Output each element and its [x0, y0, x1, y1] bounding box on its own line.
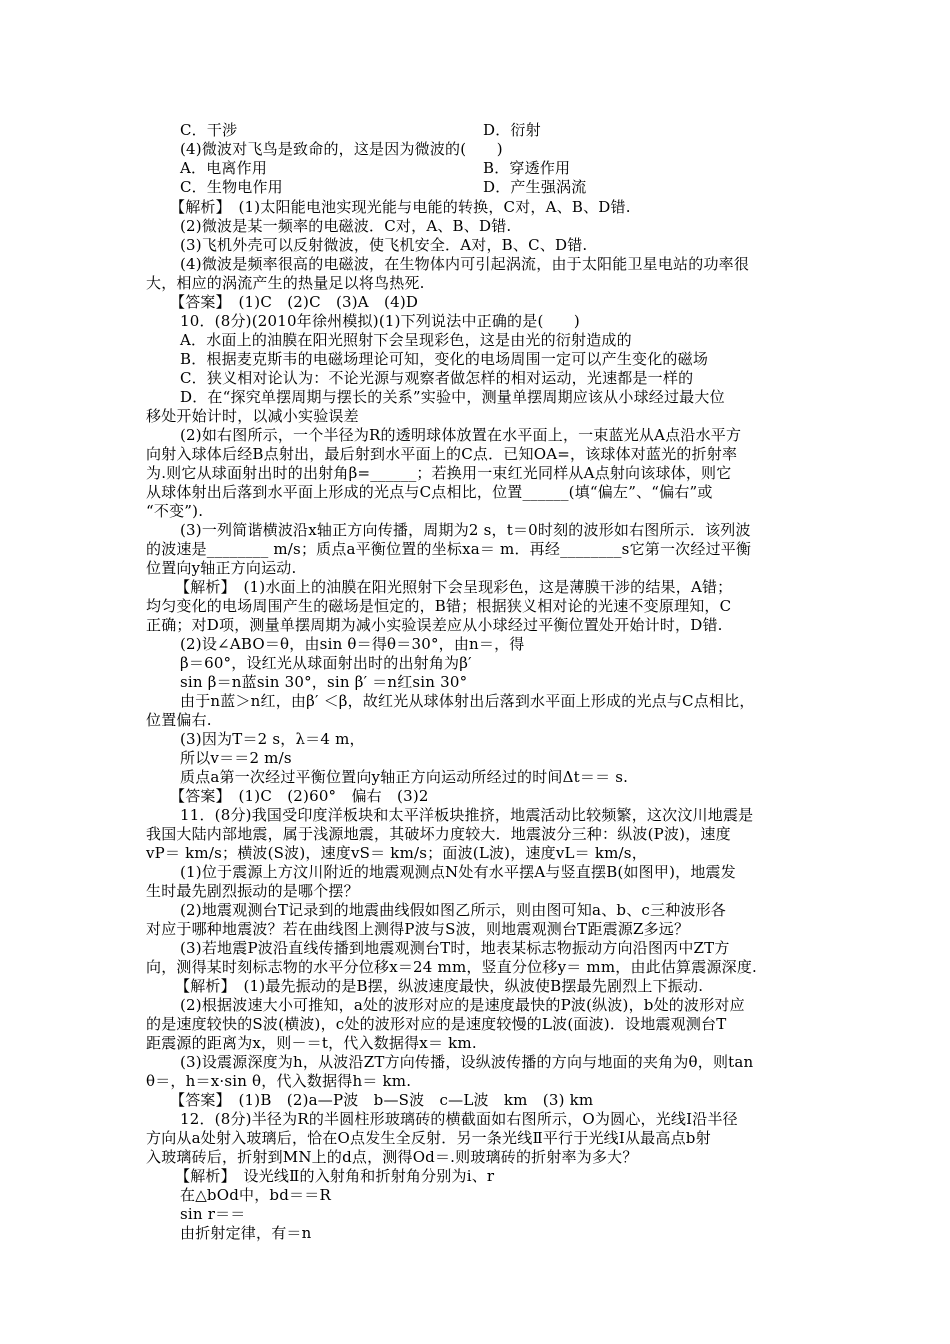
text-line: 方向从a处射入玻璃后，恰在O点发生全反射．另一条光线Ⅱ平行于光线Ⅰ从最高点b射: [146, 1129, 711, 1147]
text-line: 从球体射出后落到水平面上形成的光点与C点相比，位置______(填“偏左”、“偏右”或: [146, 483, 713, 501]
option-line: [180, 178, 840, 197]
text-line: 的波速是________ m/s；质点a平衡位置的坐标xa＝ m．再经________s它第一次经过平衡: [146, 540, 752, 558]
text-line: 在△bOd中，bd＝＝R: [180, 1186, 331, 1204]
text-line: “不变”).: [146, 502, 204, 520]
analysis-line: 【解析】 (1)水面上的油膜在阳光照射下会呈现彩色，这是薄膜干涉的结果，A错；: [175, 578, 733, 596]
option-b: B．穿透作用: [483, 159, 571, 177]
text-line: 向射入球体后经B点射出，最后射到水平面上的C点．已知OA=，该球体对蓝光的折射率: [146, 445, 738, 463]
question-line: (4)微波对飞鸟是致命的，这是因为微波的( ): [180, 140, 503, 158]
text-line: 质点a第一次经过平衡位置向y轴正方向运动所经过的时间Δt＝＝ s.: [180, 768, 629, 786]
text-line: (3)设震源深度为h，从波沿ZT方向传播，设纵波传播的方向与地面的夹角为θ，则tan: [180, 1053, 754, 1071]
text-line: 生时最先剧烈振动的是哪个摆？: [146, 882, 359, 900]
text-line: 所以v＝＝2 m/s: [180, 749, 292, 767]
text-line: 由于n蓝＞n红，由β′ ＜β，故红光从球体射出后落到水平面上形成的光点与C点相比，: [180, 692, 755, 710]
text-line: 位置偏右.: [146, 711, 212, 729]
option-line: [180, 121, 840, 140]
analysis-line: 【解析】 (1)最先振动的是B摆，纵波速度最快，纵波使B摆最先剧烈上下振动.: [175, 977, 704, 995]
option-d: D．产生强涡流: [483, 178, 587, 196]
answer-line: 【答案】 (1)C (2)C (3)A (4)D: [170, 293, 419, 311]
option-line: [180, 159, 840, 178]
text-line: (1)位于震源上方汶川附近的地震观测点N处有水平摆A与竖直摆B(如图甲)，地震发: [180, 863, 736, 881]
text-line: 为.则它从球面射出时的出射角β=______；若换用一束红光同样从A点射向该球体，则它: [146, 464, 732, 482]
text-line: 位置向y轴正方向运动.: [146, 559, 297, 577]
answer-line: 【答案】 (1)C (2)60° 偏右 (3)2: [170, 787, 429, 805]
text-line: (3)因为T＝2 s，λ＝4 m，: [180, 730, 365, 748]
option-c: C．干涉: [180, 121, 238, 139]
option-line: B．根据麦克斯韦的电磁场理论可知，变化的电场周围一定可以产生变化的磁场: [180, 350, 709, 368]
text-line: 正确；对D项，测量单摆周期为减小实验误差应从小球经过平衡位置处开始计时，D错.: [146, 616, 723, 634]
text-line: 均匀变化的电场周围产生的磁场是恒定的，B错；根据狭义相对论的光速不变原理知，C: [146, 597, 732, 615]
text-line: (3)一列简谐横波沿x轴正方向传播，周期为2 s，t＝0时刻的波形如右图所示．该列波: [180, 521, 751, 539]
option-line: A．水面上的油膜在阳光照射下会呈现彩色，这是由光的衍射造成的: [180, 331, 632, 349]
question-10: 10．(8分)(2010年徐州模拟)(1)下列说法中正确的是( ): [180, 312, 580, 330]
question-12: 12．(8分)半径为R的半圆柱形玻璃砖的横截面如右图所示，O为圆心，光线Ⅰ沿半径: [180, 1110, 738, 1128]
text-line: (3)飞机外壳可以反射微波，使飞机安全．A对，B、C、D错.: [180, 236, 588, 254]
text-line: 移处开始计时，以减小实验误差: [146, 407, 359, 425]
option-a: A．电离作用: [180, 159, 268, 177]
text-line: (2)根据波速大小可推知，a处的波形对应的是速度最快的P波(纵波)，b处的波形对应: [180, 996, 745, 1014]
text-line: (2)设∠ABO＝θ，由sin θ＝得θ＝30°，由n＝，得: [180, 635, 525, 653]
text-line: 入玻璃砖后，折射到MN上的d点，测得Od＝.则玻璃砖的折射率为多大？: [146, 1148, 638, 1166]
text-line: (2)微波是某一频率的电磁波．C对，A、B、D错.: [180, 217, 512, 235]
text-line: 向，测得某时刻标志物的水平分位移x＝24 mm，竖直分位移y＝ mm，由此估算震源深度.: [146, 958, 758, 976]
text-line: θ＝，h＝x·sin θ，代入数据得h＝ km.: [146, 1072, 412, 1090]
text-line: (3)若地震P波沿直线传播到地震观测台T时，地表某标志物振动方向沿图丙中ZT方: [180, 939, 730, 957]
text-line: 由折射定律，有＝n: [180, 1224, 312, 1242]
text-line: (4)微波是频率很高的电磁波，在生物体内可引起涡流，由于太阳能卫星电站的功率很: [180, 255, 750, 273]
analysis-line: 【解析】 设光线Ⅱ的入射角和折射角分别为i、r: [175, 1167, 495, 1185]
option-c: C．生物电作用: [180, 178, 283, 196]
text-line: vP＝ km/s；横波(S波)，速度vS＝ km/s；面波(L波)，速度vL＝ km/s，: [146, 844, 647, 862]
text-line: 大，相应的涡流产生的热量足以将鸟热死.: [146, 274, 425, 292]
text-line: 的是速度较快的S波(横波)，c处的波形对应的是速度较慢的L波(面波)．设地震观测台T: [146, 1015, 727, 1033]
text-line: sin r＝＝: [180, 1205, 246, 1223]
question-11: 11．(8分)我国受印度洋板块和太平洋板块推挤，地震活动比较频繁，这次汶川地震是: [180, 806, 754, 824]
text-line: 对应于哪种地震波？若在曲线图上测得P波与S波，则地震观测台T距震源Z多远？: [146, 920, 690, 938]
analysis-line: 【解析】 (1)太阳能电池实现光能与电能的转换，C对，A、B、D错.: [170, 198, 631, 216]
option-line: D．在“探究单摆周期与摆长的关系”实验中，测量单摆周期应该从小球经过最大位: [180, 388, 725, 406]
text-line: (2)地震观测台T记录到的地震曲线假如图乙所示，则由图可知a、b、c三种波形各: [180, 901, 727, 919]
text-line: β＝60°，设红光从球面射出时的出射角为β′: [180, 654, 472, 672]
text-line: 我国大陆内部地震，属于浅源地震，其破坏力度较大．地震波分三种：纵波(P波)，速度: [146, 825, 731, 843]
text-line: (2)如右图所示，一个半径为R的透明球体放置在水平面上，一束蓝光从A点沿水平方: [180, 426, 742, 444]
option-line: C．狭义相对论认为：不论光源与观察者做怎样的相对运动，光速都是一样的: [180, 369, 694, 387]
option-d: D．衍射: [483, 121, 541, 139]
answer-line: 【答案】 (1)B (2)a—P波 b—S波 c—L波 km (3) km: [170, 1091, 594, 1109]
text-line: 距震源的距离为x，则－＝t，代入数据得x＝ km.: [146, 1034, 477, 1052]
text-line: sin β＝n蓝sin 30°，sin β′ ＝n红sin 30°: [180, 673, 468, 691]
